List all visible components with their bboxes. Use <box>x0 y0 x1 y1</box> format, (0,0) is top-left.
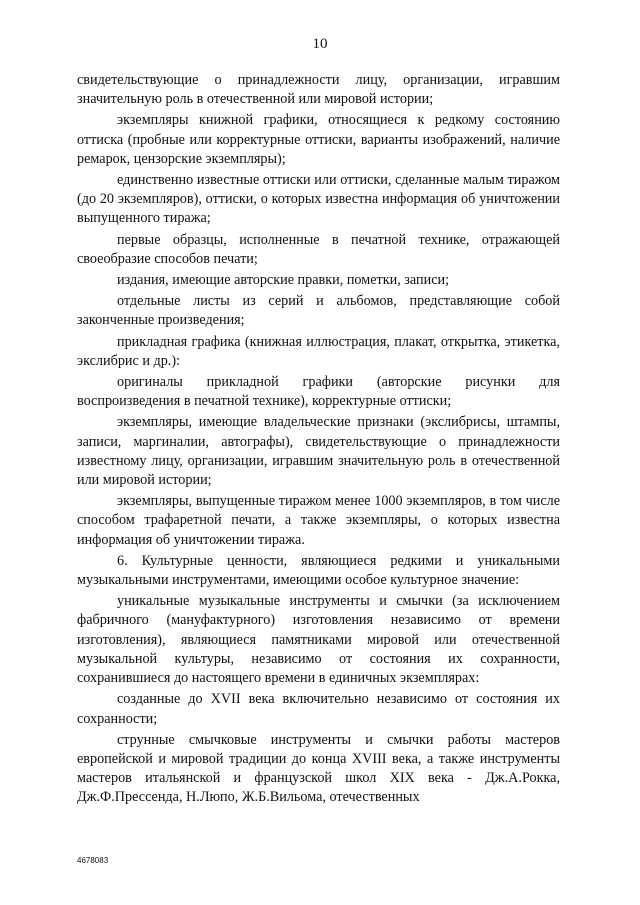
paragraph: струнные смычковые инструменты и смычки работы мастеров европейской и мировой традиции до конца XVIII века, а также инструменты мастеров итальянской и французской школ XIX века - Дж.А.Рокка, Дж.Ф.Прессенда, Н.Люпо, Ж.Б.Вильома, отечественных <box>77 731 560 806</box>
paragraph: свидетельствующие о принадлежности лицу, организации, игравшим значительную роль в отечественной или мировой истории; <box>77 72 560 108</box>
paragraph: экземпляры, выпущенные тиражом менее 1000 экземпляров, в том числе способом трафаретной печати, а также экземпляры, о которых известна информация об уничтожении тиража. <box>77 493 560 548</box>
paragraph: уникальные музыкальные инструменты и смычки (за исключением фабричного (мануфактурного) изготовления независимо от времени изготовления), являющиеся памятниками мировой или отечественной музыкальной культуры, независимо от состояния их сохранности, сохранившиеся до настоящего времени в единичных экземплярах: <box>77 593 560 687</box>
paragraph: прикладная графика (книжная иллюстрация, плакат, открытка, этикетка, экслибрис и др.): <box>77 333 560 369</box>
paragraph: 6. Культурные ценности, являющиеся редкими и уникальными музыкальными инструментами, имеющими особое культурное значение: <box>77 552 560 589</box>
paragraph: созданные до XVII века включительно независимо от состояния их сохранности; <box>77 691 560 727</box>
paragraph: оригиналы прикладной графики (авторские рисунки для воспроизведения в печатной технике), корректурные оттиски; <box>77 374 560 410</box>
paragraph: первые образцы, исполненные в печатной технике, отражающей своеобразие способов печати; <box>77 231 560 267</box>
paragraph: единственно известные оттиски или оттиски, сделанные малым тиражом (до 20 экземпляров), оттиски, о которых известна информация об уничтожении выпущенного тиража; <box>77 172 560 227</box>
paragraph: отдельные листы из серий и альбомов, представляющие собой законченные произведения; <box>77 293 560 329</box>
page-number: 10 <box>312 36 328 52</box>
paragraph: экземпляры, имеющие владельческие признаки (экслибрисы, штампы, записи, маргиналии, автографы), свидетельствующие о принадлежности известному лицу, организации, игравшим значительную роль в отечественной или мировой истории; <box>77 414 560 489</box>
document-id: 4678083 <box>77 856 109 865</box>
body-text <box>77 71 560 808</box>
paragraph: издания, имеющие авторские правки, пометки, записи; <box>117 272 450 289</box>
paragraph: экземпляры книжной графики, относящиеся к редкому состоянию оттиска (пробные или корректурные оттиски, варианты изображений, наличие ремарок, цензорские экземпляры); <box>77 112 560 167</box>
